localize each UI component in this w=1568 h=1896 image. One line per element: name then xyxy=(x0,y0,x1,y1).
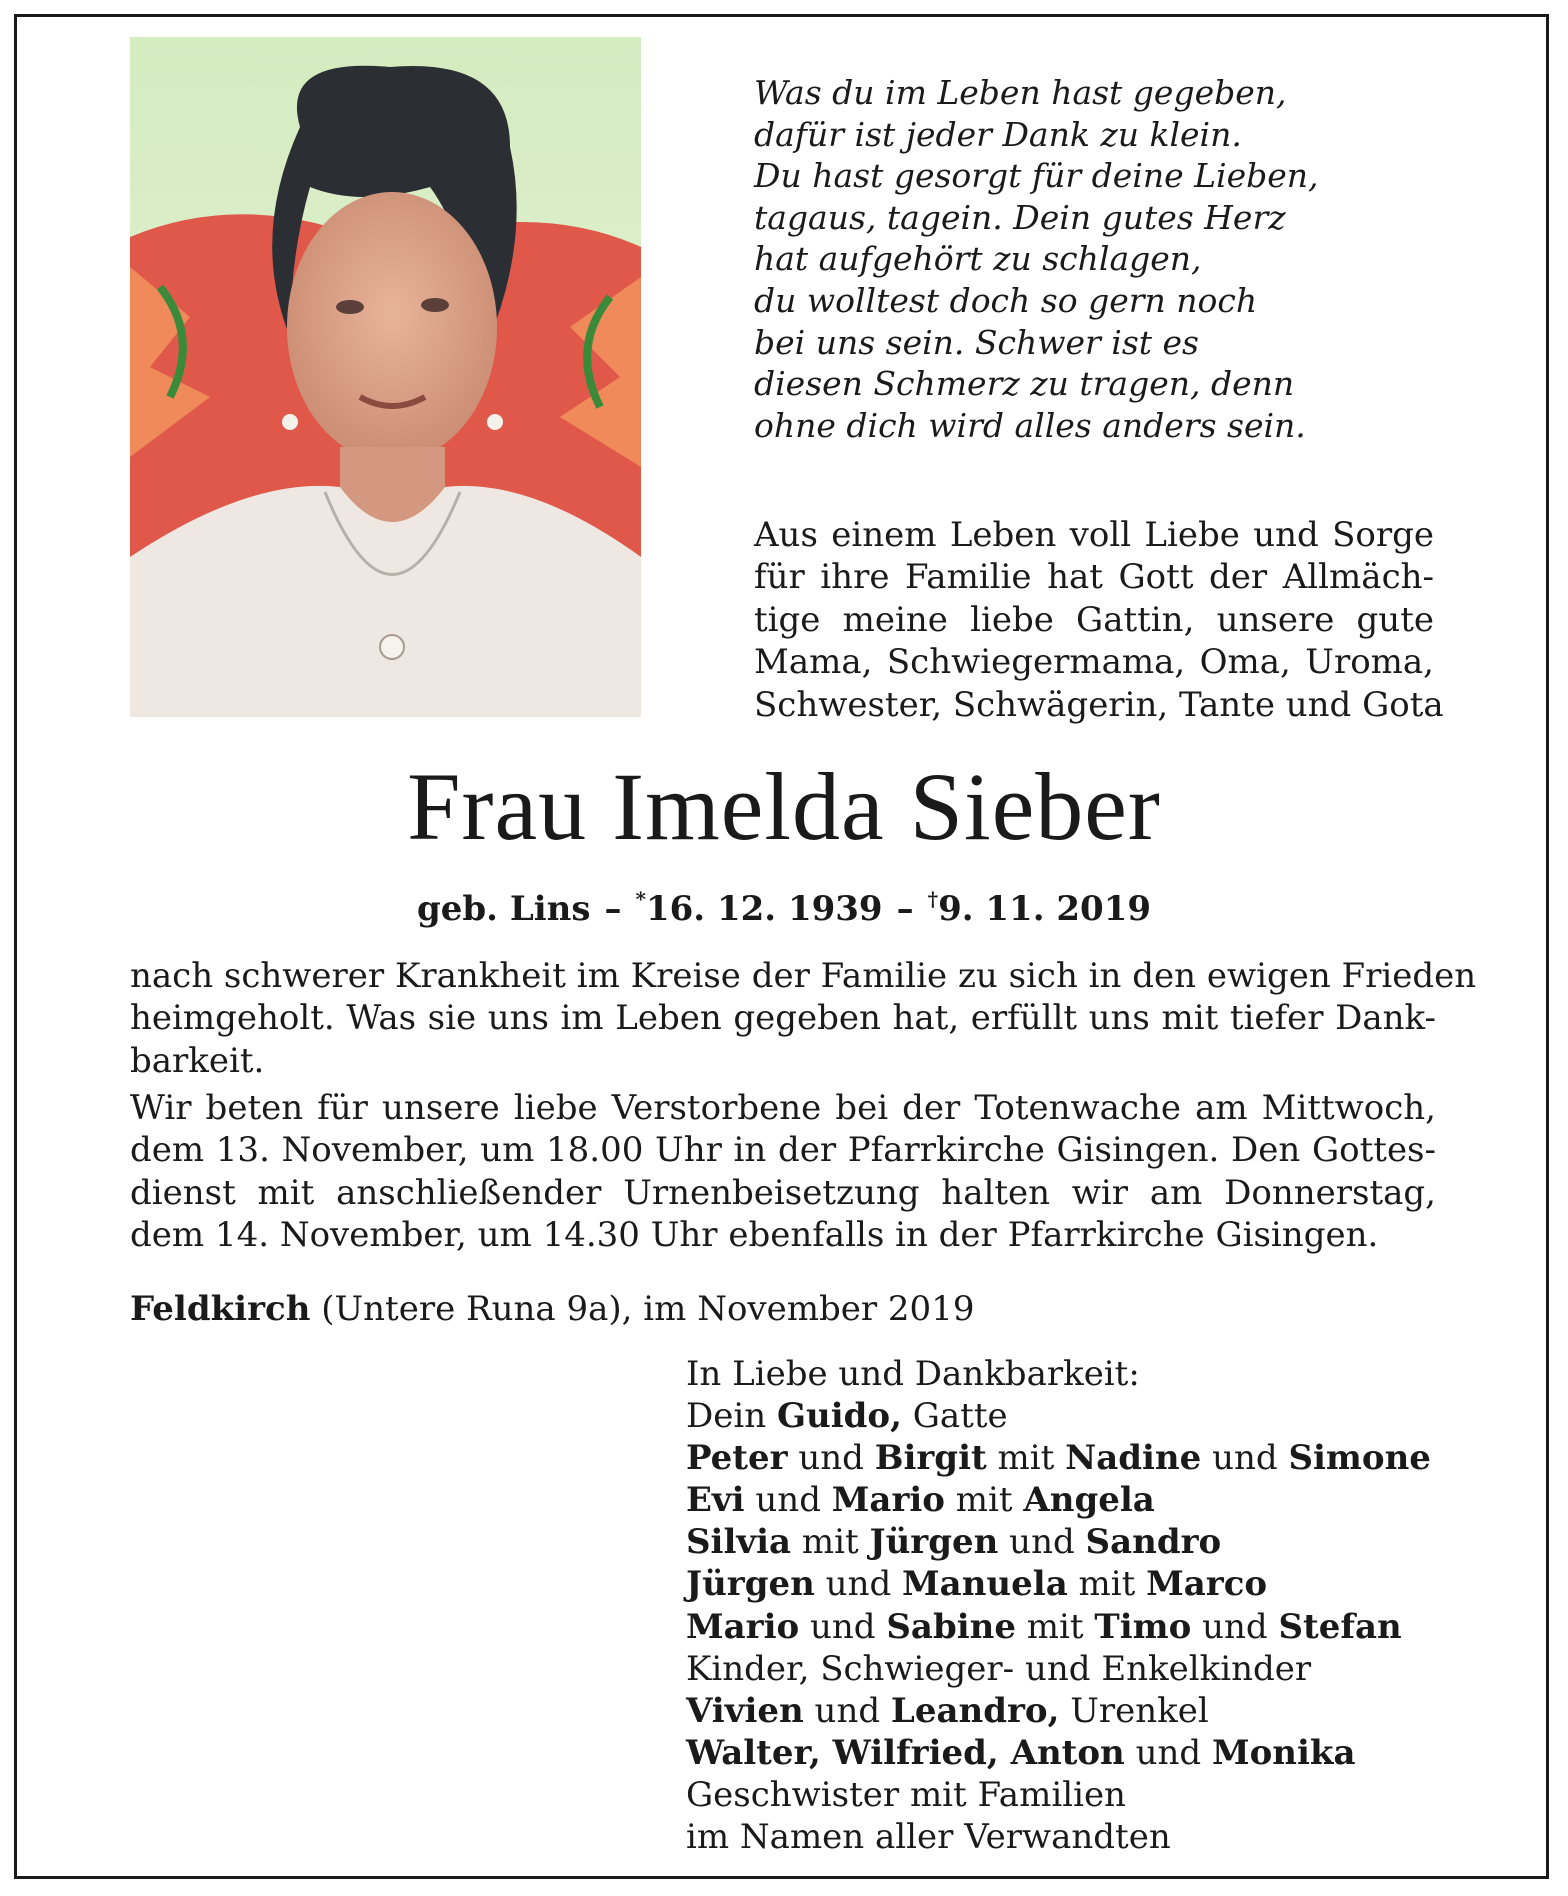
birth-name: geb. Lins xyxy=(416,889,591,929)
signature-line: Kinder, Schwieger- und Enkelkinder xyxy=(686,1648,1312,1689)
signature-line: Silvia mit Jürgen und Sandro xyxy=(686,1522,1222,1563)
intro-line: für ihre Familie hat Gott der Allmäch- xyxy=(754,557,1434,598)
signature-block xyxy=(686,1353,1446,1858)
intro-line: Mama, Schwiegermama, Oma, Uroma, xyxy=(754,642,1434,683)
signature-line: In Liebe und Dankbarkeit: xyxy=(686,1354,1140,1394)
poem-line: Du hast gesorgt für deine Lieben, xyxy=(754,156,1319,196)
portrait-photo xyxy=(130,37,641,717)
intro-line: Schwester, Schwägerin, Tante und Gota xyxy=(754,684,1444,725)
poem-line: bei uns sein. Schwer ist es xyxy=(754,322,1199,362)
signature-line: Evi und Mario mit Angela xyxy=(686,1480,1155,1521)
dash: – xyxy=(896,889,914,929)
intro-text xyxy=(754,514,1444,726)
paragraph-line: dem 13. November, um 18.00 Uhr in der Pfarrkirche Gisingen. Den Gottes- xyxy=(130,1130,1436,1171)
poem-line: Was du im Leben hast gegeben, xyxy=(754,73,1287,112)
signature-line: Mario und Sabine mit Timo und Stefan xyxy=(686,1606,1402,1647)
signature-line: Vivien und Leandro, Urenkel xyxy=(686,1690,1209,1731)
paragraph-line: nach schwerer Krankheit im Kreise der Familie zu sich in den ewigen Frieden xyxy=(130,956,1477,996)
poem-line: dafür ist jeder Dank zu klein. xyxy=(754,114,1242,154)
paragraph-line: heimgeholt. Was sie uns im Leben gegeben hat, erfüllt uns mit tiefer Dank- xyxy=(130,998,1436,1039)
paragraph-line: barkeit. xyxy=(130,1040,265,1081)
paragraph-services xyxy=(130,1087,1436,1257)
poem-line: diesen Schmerz zu tragen, denn xyxy=(754,364,1295,404)
intro-line: tige meine liebe Gattin, unsere gute xyxy=(754,599,1434,640)
paragraph-line: dienst mit anschließender Urnenbeisetzung halten wir am Donnerstag, xyxy=(130,1172,1436,1213)
signature-line: Walter, Wilfried, Anton und Monika xyxy=(686,1732,1356,1773)
life-dates xyxy=(0,877,1568,931)
place-address: (Untere Runa 9a), im November 2019 xyxy=(310,1289,975,1329)
birth-date: 16. 12. 1939 xyxy=(645,889,883,929)
poem-line: tagaus, tagein. Dein gutes Herz xyxy=(754,197,1286,237)
dash: – xyxy=(604,889,622,929)
poem xyxy=(754,72,1454,446)
poem-line: hat aufgehört zu schlagen, xyxy=(754,239,1202,279)
birth-symbol: * xyxy=(635,887,646,911)
signature-line: im Namen aller Verwandten xyxy=(686,1817,1171,1858)
place-date xyxy=(130,1288,974,1330)
paragraph-line: Wir beten für unsere liebe Verstorbene bei der Totenwache am Mittwoch, xyxy=(130,1088,1436,1128)
signature-line: Jürgen und Manuela mit Marco xyxy=(686,1564,1268,1605)
place-town: Feldkirch xyxy=(130,1289,311,1329)
paragraph-announcement xyxy=(130,955,1477,1082)
signature-line: Geschwister mit Familien xyxy=(686,1774,1126,1815)
paragraph-line: dem 14. November, um 14.30 Uhr ebenfalls in der Pfarrkirche Gisingen. xyxy=(130,1215,1379,1256)
intro-line: Aus einem Leben voll Liebe und Sorge xyxy=(754,515,1434,555)
poem-line: ohne dich wird alles anders sein. xyxy=(754,405,1306,445)
deceased-name: Frau Imelda Sieber xyxy=(407,753,1161,860)
death-date: 9. 11. 2019 xyxy=(938,889,1152,929)
signature-line: Peter und Birgit mit Nadine und Simone xyxy=(686,1438,1431,1479)
poem-line: du wolltest doch so gern noch xyxy=(754,280,1258,320)
signature-line: Dein Guido, Gatte xyxy=(686,1396,1008,1437)
death-symbol: † xyxy=(927,887,939,911)
